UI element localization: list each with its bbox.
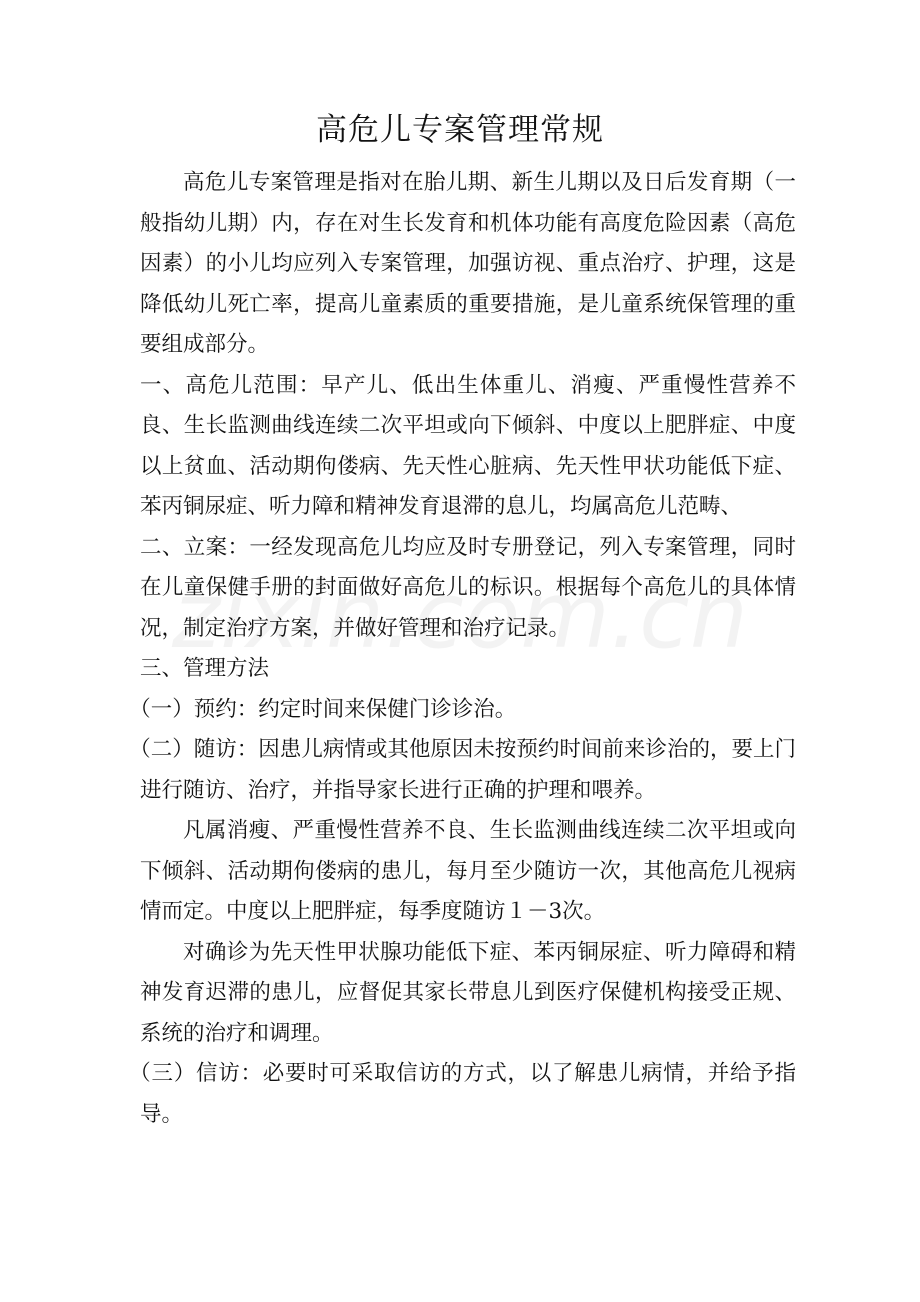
subsection-followup-paragraph: （二）随访：因患儿病情或其他原因未按预约时间前来诊治的，要上门进行随访、治疗，并指导家长进行正确的护理和喂养。 [129,737,796,803]
section-filing-paragraph: 二、立案：一经发现高危儿均应及时专册登记，列入专案管理，同时在儿童保健手册的封面做好高危儿的标识。根据每个高危儿的具体情况，制定治疗方案，并做好管理和治疗记录。 [140,534,796,641]
followup-frequency-paragraph: 凡属消瘦、严重慢性营养不良、生长监测曲线连续二次平坦或向下倾斜、活动期佝偻病的患儿，每月至少随访一次，其他高危儿视病情而定。中度以上肥胖症，每季度随访１－3次。 [140,818,796,924]
subsection-appointment-paragraph: （一）预约：约定时间来保健门诊诊治。 [129,696,517,722]
treatment-guidance-paragraph: 对确诊为先天性甲状腺功能低下症、苯丙铜尿症、听力障碍和精神发育迟滞的患儿，应督促其家长带息儿到医疗保健机构接受正规、系统的治疗和调理。 [140,939,796,1046]
subsection-letter-paragraph: （三）信访：必要时可采取信访的方式，以了解患儿病情，并给予指导。 [129,1061,796,1127]
document-title: 高危儿专案管理常规 [316,112,604,148]
section-scope-paragraph: 一、高危儿范围：早产儿、低出生体重儿、消瘦、严重慢性营养不良、生长监测曲线连续二次平坦或向下倾斜、中度以上肥胖症、中度以上贫血、活动期佝偻病、先天性心脏病、先天性甲状功能低下症、苯丙铜尿症、听力障和精神发育退滞的息儿，均属高危儿范畴、 [140,372,796,519]
intro-paragraph: 高危儿专案管理是指对在胎儿期、新生儿期以及日后发育期（一般指幼儿期）内，存在对生长发育和机体功能有高度危险因素（高危因素）的小儿均应列入专案管理，加强访视、重点治疗、护理，这是降低幼儿死亡率，提高儿童素质的重要措施，是儿童系统保管理的重要组成部分。 [140,170,796,357]
document-body [129,163,796,1135]
section-management-heading: 三、管理方法 [140,656,270,681]
